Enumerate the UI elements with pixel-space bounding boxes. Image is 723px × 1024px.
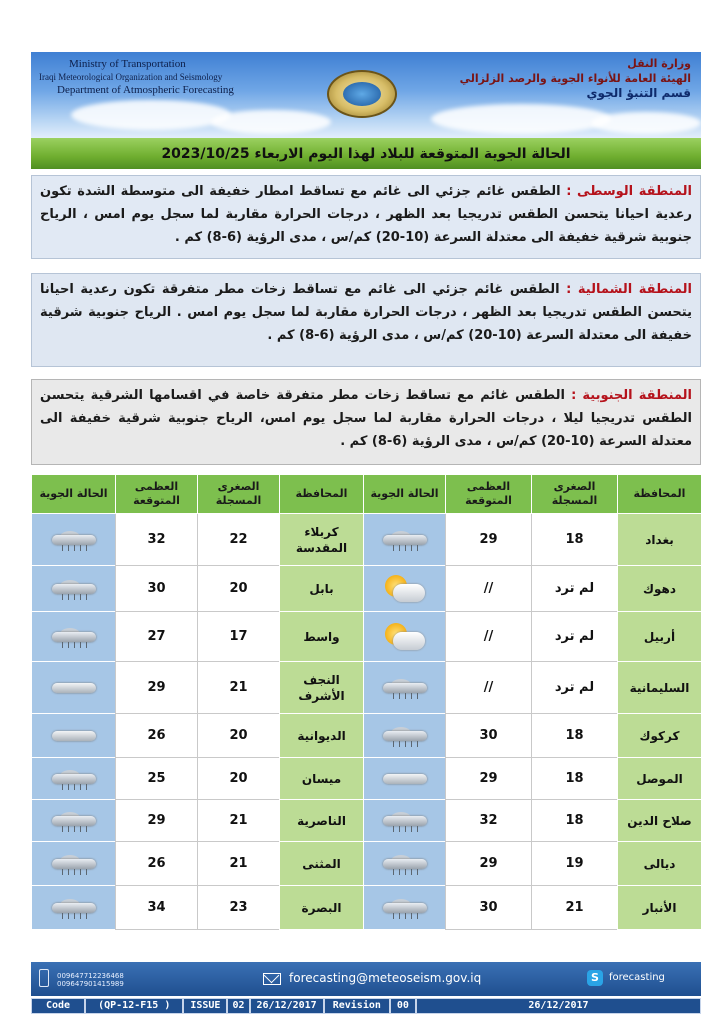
min-temp-cell: [198, 566, 280, 612]
forecast-table: [31, 474, 702, 930]
min-temp-cell: [198, 662, 280, 714]
rain-cloud-icon: [379, 529, 431, 551]
rain-cloud-icon: [379, 810, 431, 832]
region-name: المنطقة الشمالية :: [566, 282, 692, 297]
col-min-right: الصغرى المسجلة: [532, 475, 618, 514]
max-temp-cell: [446, 714, 532, 758]
gov-name: كركوك: [639, 728, 680, 743]
gov-name: بابل: [309, 581, 334, 596]
weather-cell: [32, 714, 116, 758]
gov-name: الديوانية: [297, 728, 346, 743]
weather-cell: [364, 842, 446, 886]
min-temp-cell: [532, 612, 618, 662]
min-temp-cell: [198, 758, 280, 800]
min-temp-cell: [198, 612, 280, 662]
ministry-ar: وزارة النقل: [627, 57, 691, 70]
rain-cloud-icon: [379, 725, 431, 747]
gov-name: بغداد: [645, 532, 674, 547]
header-arabic: [460, 56, 691, 101]
table-row: [32, 714, 702, 758]
max-temp: 26: [147, 728, 166, 743]
skype-handle[interactable]: forecasting: [609, 972, 665, 983]
gov-name: ميسان: [301, 771, 342, 786]
max-temp: 30: [479, 728, 498, 743]
col-gov-left: المحافظة: [280, 475, 364, 514]
weather-cell: [32, 514, 116, 566]
table-row: [32, 662, 702, 714]
issue-no: 02: [227, 998, 249, 1014]
department-ar: قسم التنبؤ الجوي: [586, 86, 691, 100]
min-temp-cell: [198, 514, 280, 566]
table-row: [32, 886, 702, 930]
max-temp: //: [483, 680, 494, 695]
weather-cell: [32, 886, 116, 930]
max-temp: 29: [147, 680, 166, 695]
gov-name-cell: [280, 714, 364, 758]
min-temp: 23: [229, 900, 248, 915]
min-temp: 21: [229, 856, 248, 871]
max-temp: 30: [479, 900, 498, 915]
max-temp-cell: [116, 758, 198, 800]
overcast-cloud-icon: [48, 725, 100, 747]
max-temp-cell: [116, 714, 198, 758]
max-temp: 26: [147, 856, 166, 871]
gov-name-cell: [618, 886, 702, 930]
department-en: Department of Atmospheric Forecasting: [57, 84, 234, 96]
table-row: [32, 758, 702, 800]
revision-label: Revision: [324, 998, 390, 1014]
gov-name-cell: [618, 612, 702, 662]
min-temp: 18: [565, 532, 584, 547]
skype-icon: S: [587, 970, 603, 986]
gov-name: ديالى: [643, 856, 676, 871]
header-banner: [31, 52, 701, 138]
min-temp: 21: [565, 900, 584, 915]
weather-cell: [364, 662, 446, 714]
min-temp: 19: [565, 856, 584, 871]
bulletin-page: [31, 52, 701, 930]
min-temp-cell: [532, 886, 618, 930]
gov-name: السليمانية: [629, 680, 690, 695]
gov-name-cell: [280, 566, 364, 612]
region-central: [31, 175, 701, 259]
max-temp: 32: [479, 813, 498, 828]
gov-name-cell: [618, 662, 702, 714]
min-temp: 18: [565, 728, 584, 743]
phone-icon: [39, 969, 49, 987]
rain-cloud-icon: [48, 810, 100, 832]
min-temp: 20: [229, 581, 248, 596]
gov-name-cell: [618, 842, 702, 886]
header-english: [39, 58, 234, 97]
col-wx-right: الحالة الجوية: [364, 475, 446, 514]
weather-cell: [32, 662, 116, 714]
table-row: [32, 800, 702, 842]
weather-cell: [32, 612, 116, 662]
max-temp-cell: [116, 514, 198, 566]
region-name: المنطقة الجنوبية :: [571, 388, 693, 403]
gov-name: الأنبار: [642, 900, 677, 915]
max-temp-cell: [116, 886, 198, 930]
min-temp-cell: [532, 662, 618, 714]
weather-cell: [364, 566, 446, 612]
table-row: [32, 842, 702, 886]
rain-cloud-icon: [379, 897, 431, 919]
max-temp-cell: [116, 842, 198, 886]
min-temp: 18: [565, 813, 584, 828]
max-temp-cell: [446, 514, 532, 566]
max-temp: 29: [479, 771, 498, 786]
min-temp-cell: [198, 714, 280, 758]
max-temp: 29: [479, 532, 498, 547]
document-code-bar: [31, 998, 701, 1014]
title-bar: [31, 138, 701, 169]
gov-name: النجف الأشرف: [298, 672, 345, 703]
gov-name: الموصل: [636, 771, 683, 786]
gov-name-cell: [618, 758, 702, 800]
min-temp: 20: [229, 728, 248, 743]
gov-name-cell: [280, 886, 364, 930]
issue-date: 26/12/2017: [250, 998, 324, 1014]
min-temp: 18: [565, 771, 584, 786]
gov-name-cell: [280, 612, 364, 662]
partly-cloudy-icon: [381, 620, 429, 654]
partly-cloudy-icon: [381, 572, 429, 606]
col-max-left: العظمى المتوقعة: [116, 475, 198, 514]
region-text: الطقس غائم جزئي الى غائم مع تساقط زخات مطر متفرقة تكون رعدية احيانا يتحسن الطقس تدريجيا بعد الظهر ، درجات الحرارة مقاربة لما سجل يوم امس . الرياح جنوبية شرقية خفيفة الى معتدلة السرعة (10-20) كم/س ، مدى الرؤية (6-8) كم .: [40, 282, 692, 343]
gov-name-cell: [280, 800, 364, 842]
weather-cell: [364, 514, 446, 566]
rain-cloud-icon: [48, 626, 100, 648]
overcast-cloud-icon: [48, 677, 100, 699]
code-label: Code: [31, 998, 85, 1014]
max-temp-cell: [446, 842, 532, 886]
max-temp: 29: [479, 856, 498, 871]
rain-cloud-icon: [48, 768, 100, 790]
gov-name-cell: [618, 800, 702, 842]
max-temp: 25: [147, 771, 166, 786]
max-temp-cell: [446, 758, 532, 800]
rain-cloud-icon: [48, 853, 100, 875]
col-min-left: الصغرى المسجلة: [198, 475, 280, 514]
overcast-cloud-icon: [379, 768, 431, 790]
table-row: [32, 566, 702, 612]
min-temp-cell: [532, 800, 618, 842]
max-temp: 29: [147, 813, 166, 828]
region-name: المنطقة الوسطى :: [566, 184, 693, 199]
gov-name: صلاح الدين: [627, 813, 692, 828]
contact-bar: [31, 962, 701, 996]
max-temp: 30: [147, 581, 166, 596]
gov-name-cell: [280, 514, 364, 566]
gov-name-cell: [280, 758, 364, 800]
revision-date: 26/12/2017: [416, 998, 701, 1014]
region-north: [31, 273, 701, 367]
col-gov-right: المحافظة: [618, 475, 702, 514]
region-text: الطقس غائم مع تساقط زخات مطر متفرقة خاصة في اقسامها الشرقية يتحسن الطقس تدريجيا ليلا ، درجات الحرارة مقاربة لما سجل يوم امس، الرياح جنوبية شرقية خفيفة الى معتدلة السرعة (10-20) كم/س ، مدى الرؤية (6-8) كم .: [40, 388, 692, 449]
min-temp: لم ترد: [554, 581, 595, 596]
weather-cell: [32, 566, 116, 612]
max-temp-cell: [116, 662, 198, 714]
max-temp-cell: [446, 662, 532, 714]
min-temp-cell: [532, 514, 618, 566]
max-temp-cell: [116, 566, 198, 612]
max-temp-cell: [446, 612, 532, 662]
max-temp-cell: [446, 566, 532, 612]
phone-1: 009647712236468: [57, 972, 124, 980]
rain-cloud-icon: [379, 853, 431, 875]
gov-name-cell: [618, 514, 702, 566]
rain-cloud-icon: [48, 897, 100, 919]
region-text: الطقس غائم جزئي الى غائم مع تساقط امطار خفيفة الى متوسطة الشدة تكون رعدية احيانا يتحسن الطقس تدريجيا بعد الظهر ، درجات الحرارة مقاربة لما سجل يوم امس ، الرياح جنوبية شرقية خفيفة الى معتدلة السرعة (10-20) كم/س ، مدى الرؤية (6-8) كم .: [40, 184, 692, 245]
col-wx-left: الحالة الجوية: [32, 475, 116, 514]
issue-label: ISSUE: [183, 998, 227, 1014]
gov-name-cell: [280, 662, 364, 714]
max-temp-cell: [116, 612, 198, 662]
weather-cell: [364, 714, 446, 758]
weather-cell: [364, 758, 446, 800]
min-temp-cell: [532, 714, 618, 758]
min-temp: 21: [229, 680, 248, 695]
gov-name-cell: [280, 842, 364, 886]
max-temp-cell: [446, 800, 532, 842]
max-temp: 27: [147, 629, 166, 644]
weather-cell: [364, 886, 446, 930]
rain-cloud-icon: [48, 529, 100, 551]
max-temp-cell: [446, 886, 532, 930]
min-temp: 17: [229, 629, 248, 644]
gov-name-cell: [618, 566, 702, 612]
page-title: الحالة الجوية المتوقعة للبلاد لهذا اليوم الاربعاء 2023/10/25: [161, 145, 571, 162]
min-temp: 22: [229, 532, 248, 547]
max-temp-cell: [116, 800, 198, 842]
organization-logo: [327, 70, 397, 118]
gov-name: المثنى: [302, 856, 341, 871]
weather-cell: [32, 800, 116, 842]
revision-no: 00: [390, 998, 416, 1014]
weather-cell: [32, 758, 116, 800]
rain-cloud-icon: [48, 578, 100, 600]
min-temp-cell: [198, 842, 280, 886]
gov-name: كربلاء المقدسة: [295, 524, 348, 555]
max-temp: 34: [147, 900, 166, 915]
gov-name-cell: [618, 714, 702, 758]
gov-name: أربيل: [643, 629, 676, 644]
email-link[interactable]: forecasting@meteoseism.gov.iq: [289, 971, 482, 985]
gov-name: واسط: [303, 629, 340, 644]
phone-numbers: [57, 972, 124, 988]
table-header-row: [32, 475, 702, 514]
gov-name: الناصرية: [297, 813, 346, 828]
rain-cloud-icon: [379, 677, 431, 699]
gov-name: دهوك: [643, 581, 676, 596]
min-temp: لم ترد: [554, 680, 595, 695]
min-temp-cell: [532, 758, 618, 800]
ministry-en: Ministry of Transportation: [69, 58, 186, 70]
min-temp: لم ترد: [554, 629, 595, 644]
gov-name: البصرة: [301, 900, 342, 915]
organization-en: Iraqi Meteorological Organization and Seismology: [39, 72, 223, 82]
col-max-right: العظمى المتوقعة: [446, 475, 532, 514]
min-temp-cell: [532, 842, 618, 886]
min-temp-cell: [198, 800, 280, 842]
min-temp: 20: [229, 771, 248, 786]
min-temp: 21: [229, 813, 248, 828]
max-temp: //: [483, 581, 494, 596]
weather-cell: [364, 612, 446, 662]
region-south: [31, 379, 701, 465]
organization-ar: الهيئة العامة للأنواء الجوية والرصد الزلزالي: [459, 72, 691, 85]
min-temp-cell: [532, 566, 618, 612]
min-temp-cell: [198, 886, 280, 930]
footer: [31, 962, 701, 1014]
weather-cell: [32, 842, 116, 886]
table-row: [32, 514, 702, 566]
phone-2: 009647901415989: [57, 980, 124, 988]
max-temp: //: [483, 629, 494, 644]
weather-cell: [364, 800, 446, 842]
mail-icon: [263, 973, 281, 985]
max-temp: 32: [147, 532, 166, 547]
table-row: [32, 612, 702, 662]
code-value: (QP-12-F15 ): [85, 998, 183, 1014]
